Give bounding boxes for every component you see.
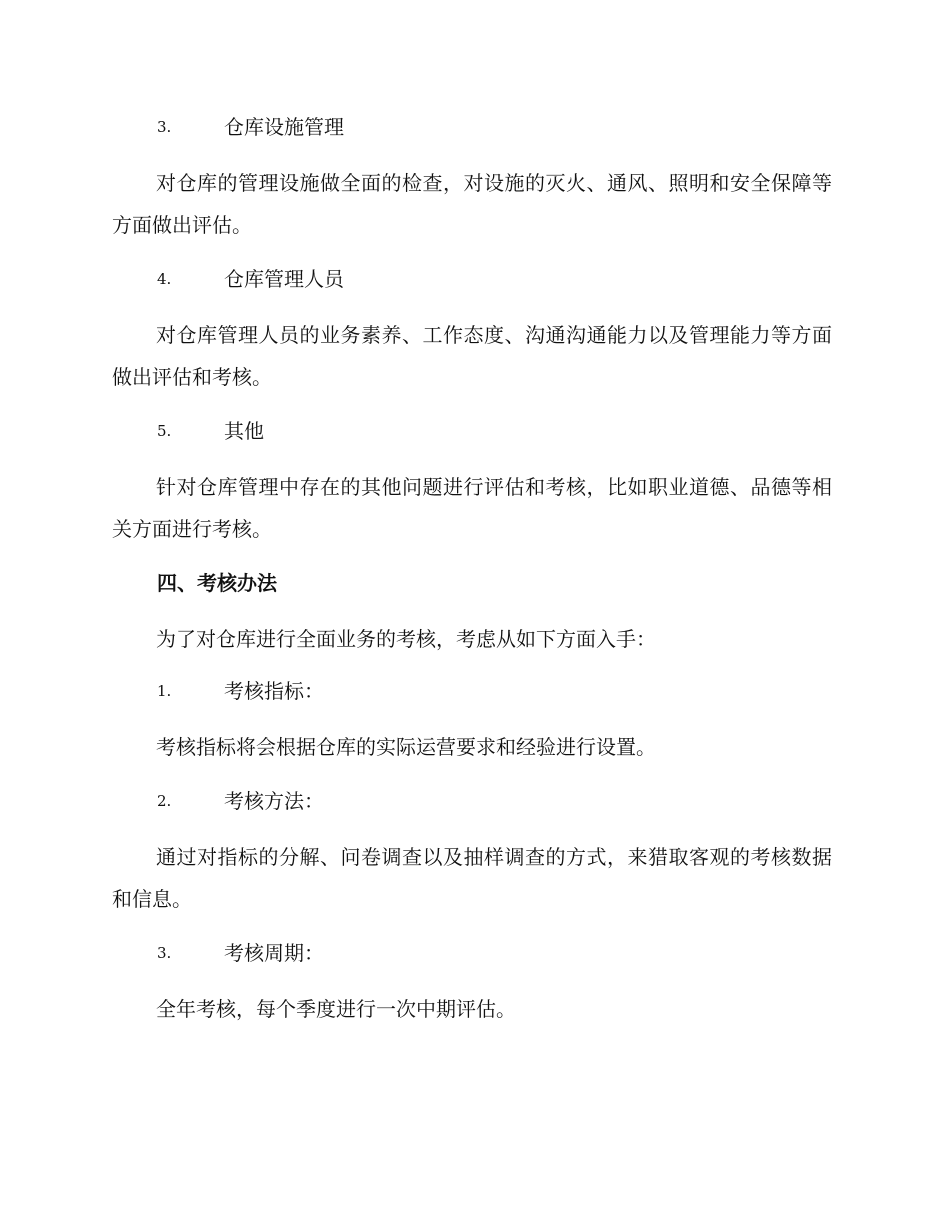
list-item-staff [157,264,344,294]
list-item-methods [157,786,324,816]
paragraph-indicators: 考核指标将会根据仓库的实际运营要求和经验进行设置。 [156,735,656,759]
list-title: 考核方法： [224,789,324,813]
list-item-other [157,416,264,446]
list-title: 仓库管理人员 [224,267,344,291]
list-item-indicators [157,676,324,706]
section-heading-assessment-method: 四、考核办法 [157,571,277,595]
paragraph-staff: 对仓库管理人员的业务素养、工作态度、沟通沟通能力以及管理能力等方面做出评估和考核。 [112,323,832,389]
list-number: 4. [157,270,172,288]
paragraph-intro: 为了对仓库进行全面业务的考核，考虑从如下方面入手： [156,627,656,651]
list-number: 2. [157,792,172,810]
list-title: 其他 [224,419,264,443]
list-number: 5. [157,422,172,440]
paragraph-cycle: 全年考核，每个季度进行一次中期评估。 [156,997,516,1021]
list-item-facility-management [157,112,344,142]
list-number: 3. [157,944,172,962]
list-title: 考核周期： [224,941,324,965]
list-number: 1. [157,682,172,700]
paragraph-other: 针对仓库管理中存在的其他问题进行评估和考核，比如职业道德、品德等相关方面进行考核。 [112,475,832,541]
paragraph-facility-management: 对仓库的管理设施做全面的检查，对设施的灭火、通风、照明和安全保障等方面做出评估。 [112,171,832,237]
list-title: 仓库设施管理 [224,115,344,139]
list-item-cycle [157,938,324,968]
list-title: 考核指标： [224,679,324,703]
list-number: 3. [157,118,172,136]
paragraph-methods: 通过对指标的分解、问卷调查以及抽样调查的方式，来猎取客观的考核数据和信息。 [112,845,832,911]
